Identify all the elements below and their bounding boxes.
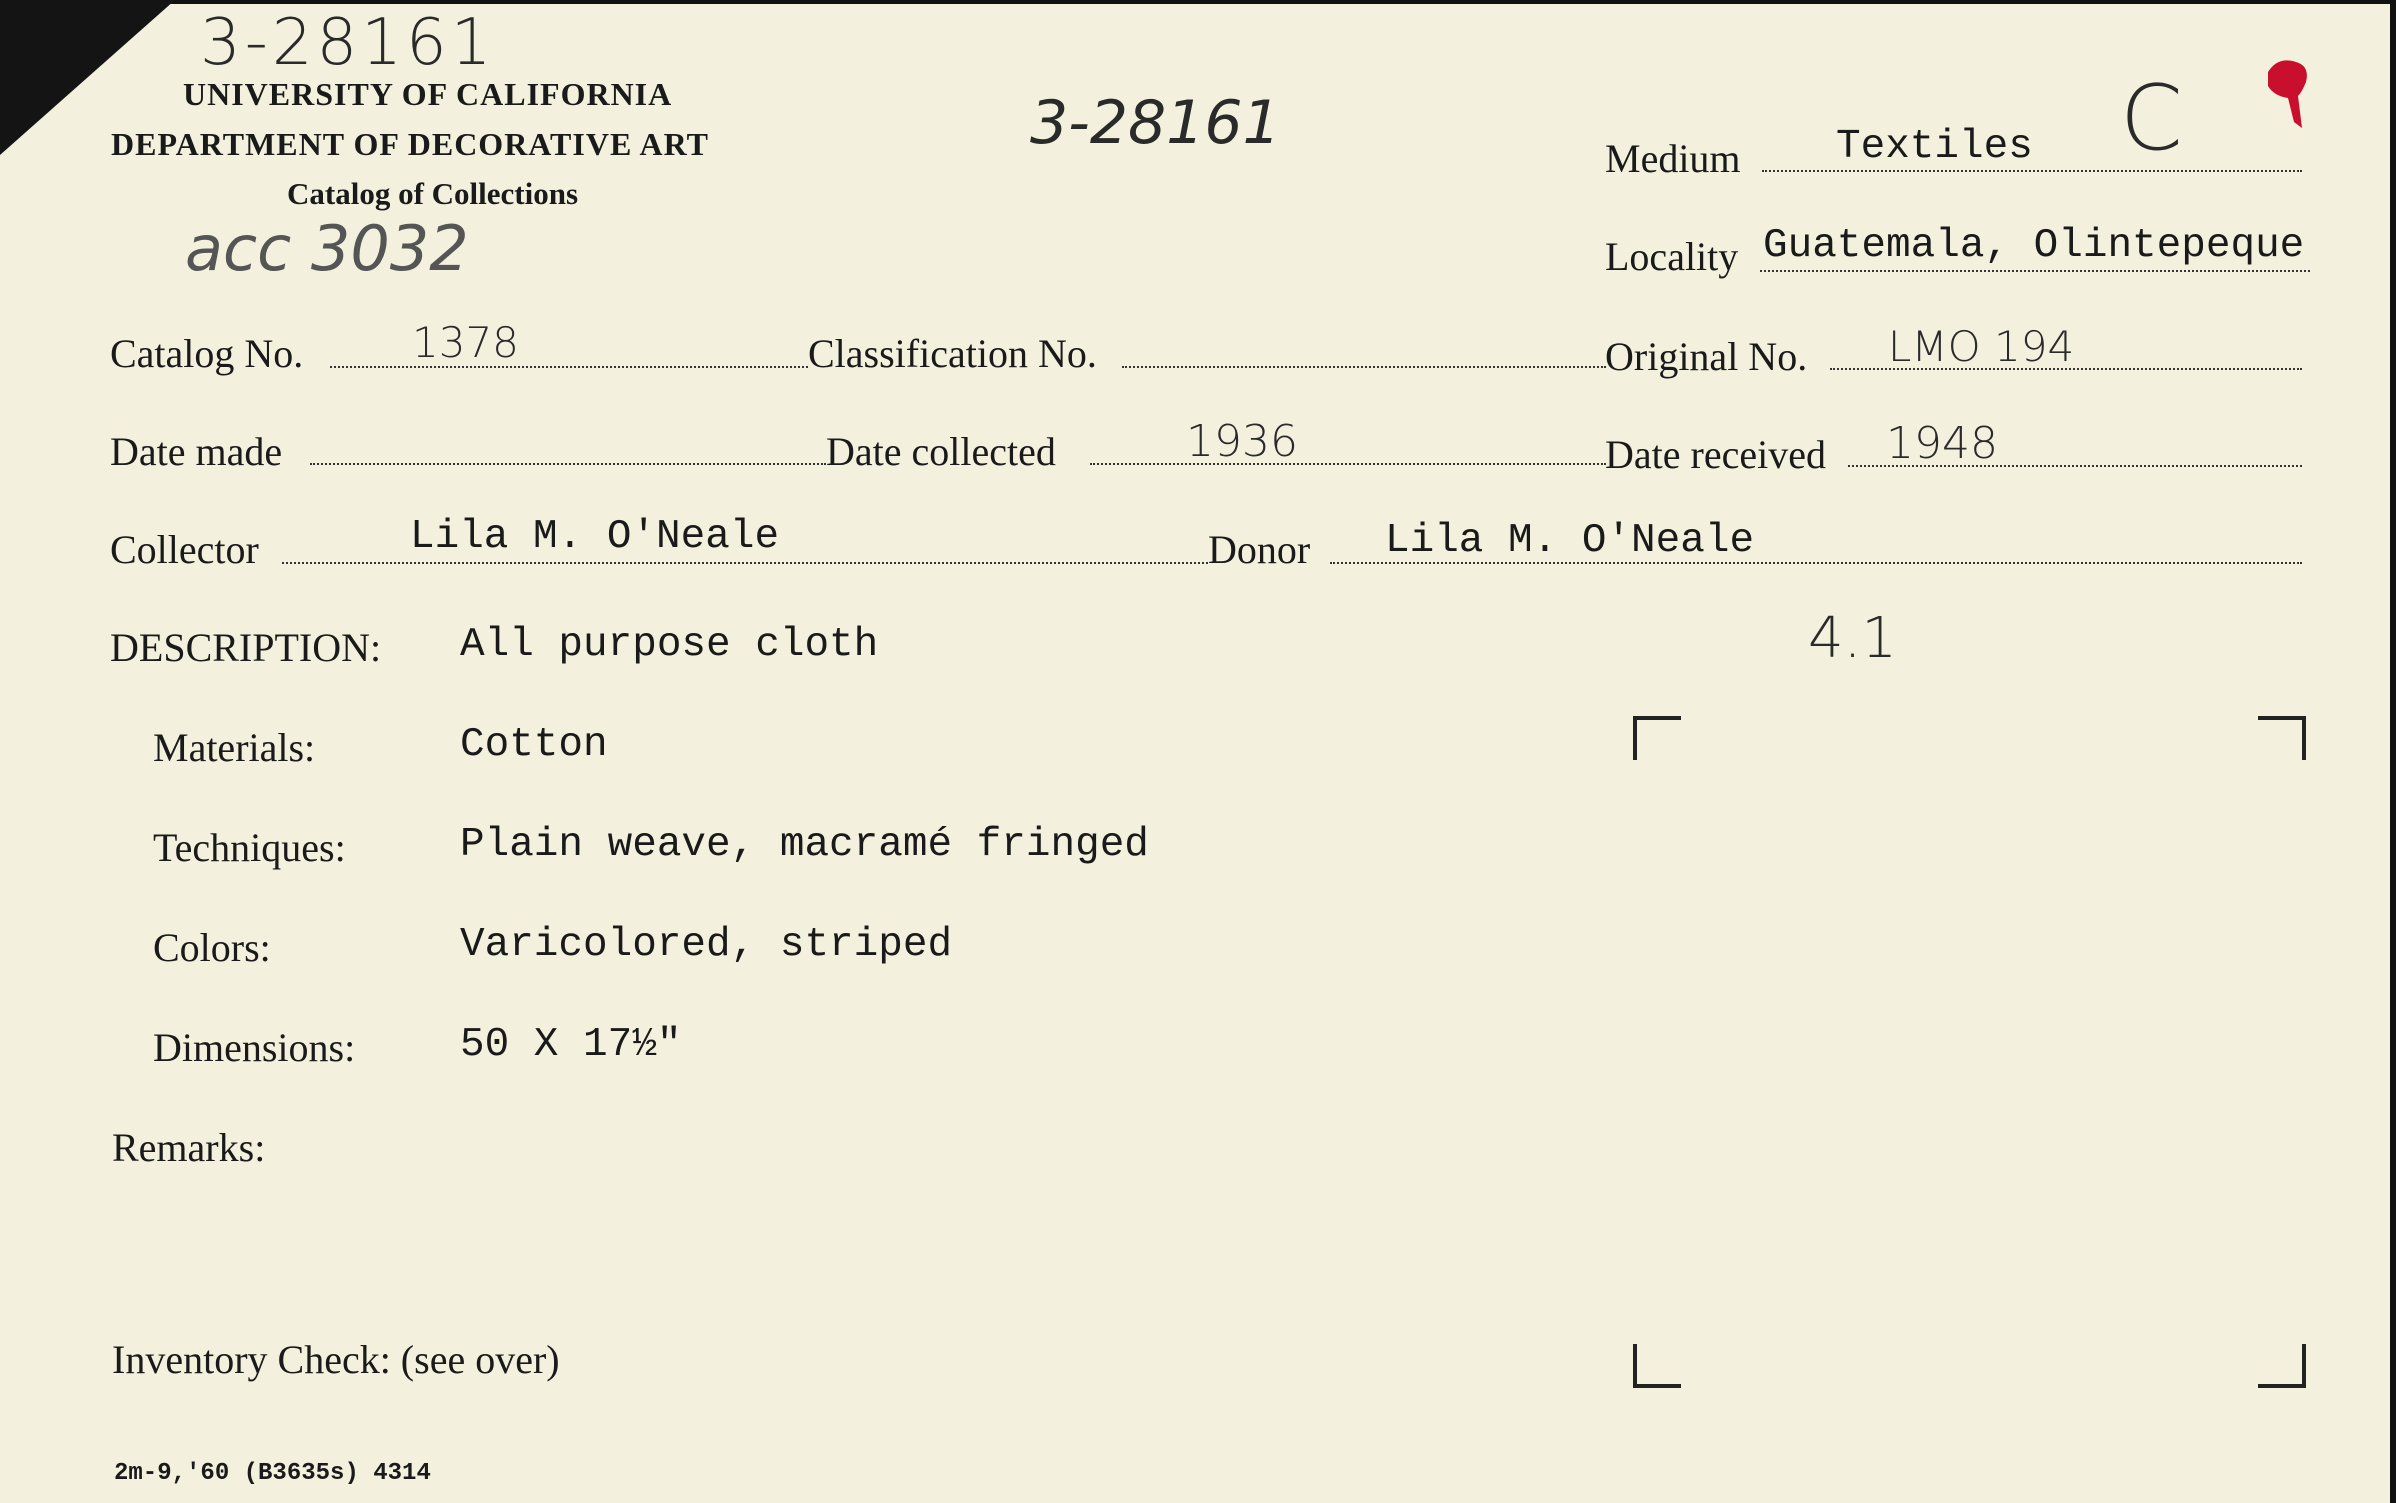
donor-value: Lila M. O'Neale xyxy=(1385,518,1755,564)
locality-label: Locality xyxy=(1605,234,1739,279)
handwritten-acc-number: acc 3032 xyxy=(185,212,469,285)
top-edge xyxy=(0,0,2396,4)
date-collected-value: 1936 xyxy=(1186,416,1298,467)
materials-label: Materials: xyxy=(153,725,316,770)
catalog-no-label: Catalog No. xyxy=(110,331,304,376)
description-value: All purpose cloth xyxy=(460,622,879,668)
date-received-value: 1948 xyxy=(1886,418,1998,469)
print-code: 2m-9,'60 (B3635s) 4314 xyxy=(114,1460,431,1487)
remarks-label: Remarks: xyxy=(112,1125,266,1170)
medium-label: Medium xyxy=(1605,136,1741,181)
date-collected-label: Date collected xyxy=(826,429,1056,474)
dimensions-label: Dimensions: xyxy=(153,1025,356,1070)
inventory-check-label: Inventory Check: (see over) xyxy=(112,1337,560,1382)
original-no-label: Original No. xyxy=(1605,334,1808,379)
colors-value: Varicolored, striped xyxy=(460,922,953,968)
catalog-no-value: 1378 xyxy=(412,318,519,367)
red-ink-mark xyxy=(2258,52,2318,132)
locality-line xyxy=(1760,270,2310,272)
handwritten-top-number: 3-28161 xyxy=(200,6,496,80)
locality-value: Guatemala, Olintepeque xyxy=(1763,223,2305,269)
description-label: DESCRIPTION: xyxy=(110,625,382,670)
right-edge xyxy=(2390,0,2396,1503)
dimensions-value: 50 X 17½" xyxy=(460,1022,682,1068)
date-received-label: Date received xyxy=(1605,432,1826,477)
crop-mark-bottom-right xyxy=(2258,1344,2306,1388)
materials-value: Cotton xyxy=(460,722,608,768)
date-made-line xyxy=(310,463,826,465)
handwritten-medium-mark: C xyxy=(2120,66,2183,171)
university-name: UNIVERSITY OF CALIFORNIA xyxy=(183,76,673,112)
collector-value: Lila M. O'Neale xyxy=(410,514,780,560)
medium-line xyxy=(1762,170,2302,172)
handwritten-center-number: 3-28161 xyxy=(1030,88,1281,158)
catalog-no-line xyxy=(330,366,808,368)
date-collected-line xyxy=(1090,463,1606,465)
collector-label: Collector xyxy=(110,527,259,572)
classification-no-label: Classification No. xyxy=(808,331,1097,376)
collector-line xyxy=(282,562,1208,564)
donor-label: Donor xyxy=(1208,527,1311,572)
crop-mark-top-right xyxy=(2258,716,2306,760)
colors-label: Colors: xyxy=(153,925,271,970)
department-name: DEPARTMENT OF DECORATIVE ART xyxy=(111,126,709,162)
original-no-value: LMO 194 xyxy=(1888,322,2075,371)
classification-no-line xyxy=(1122,366,1606,368)
handwritten-section-number: 4.1 xyxy=(1808,606,1898,671)
crop-mark-bottom-left xyxy=(1633,1344,1681,1388)
date-made-label: Date made xyxy=(110,429,283,474)
techniques-value: Plain weave, macramé fringed xyxy=(460,822,1149,868)
catalog-title: Catalog of Collections xyxy=(287,176,579,211)
crop-mark-top-left xyxy=(1633,716,1681,760)
medium-value: Textiles xyxy=(1836,124,2033,170)
techniques-label: Techniques: xyxy=(153,825,346,870)
